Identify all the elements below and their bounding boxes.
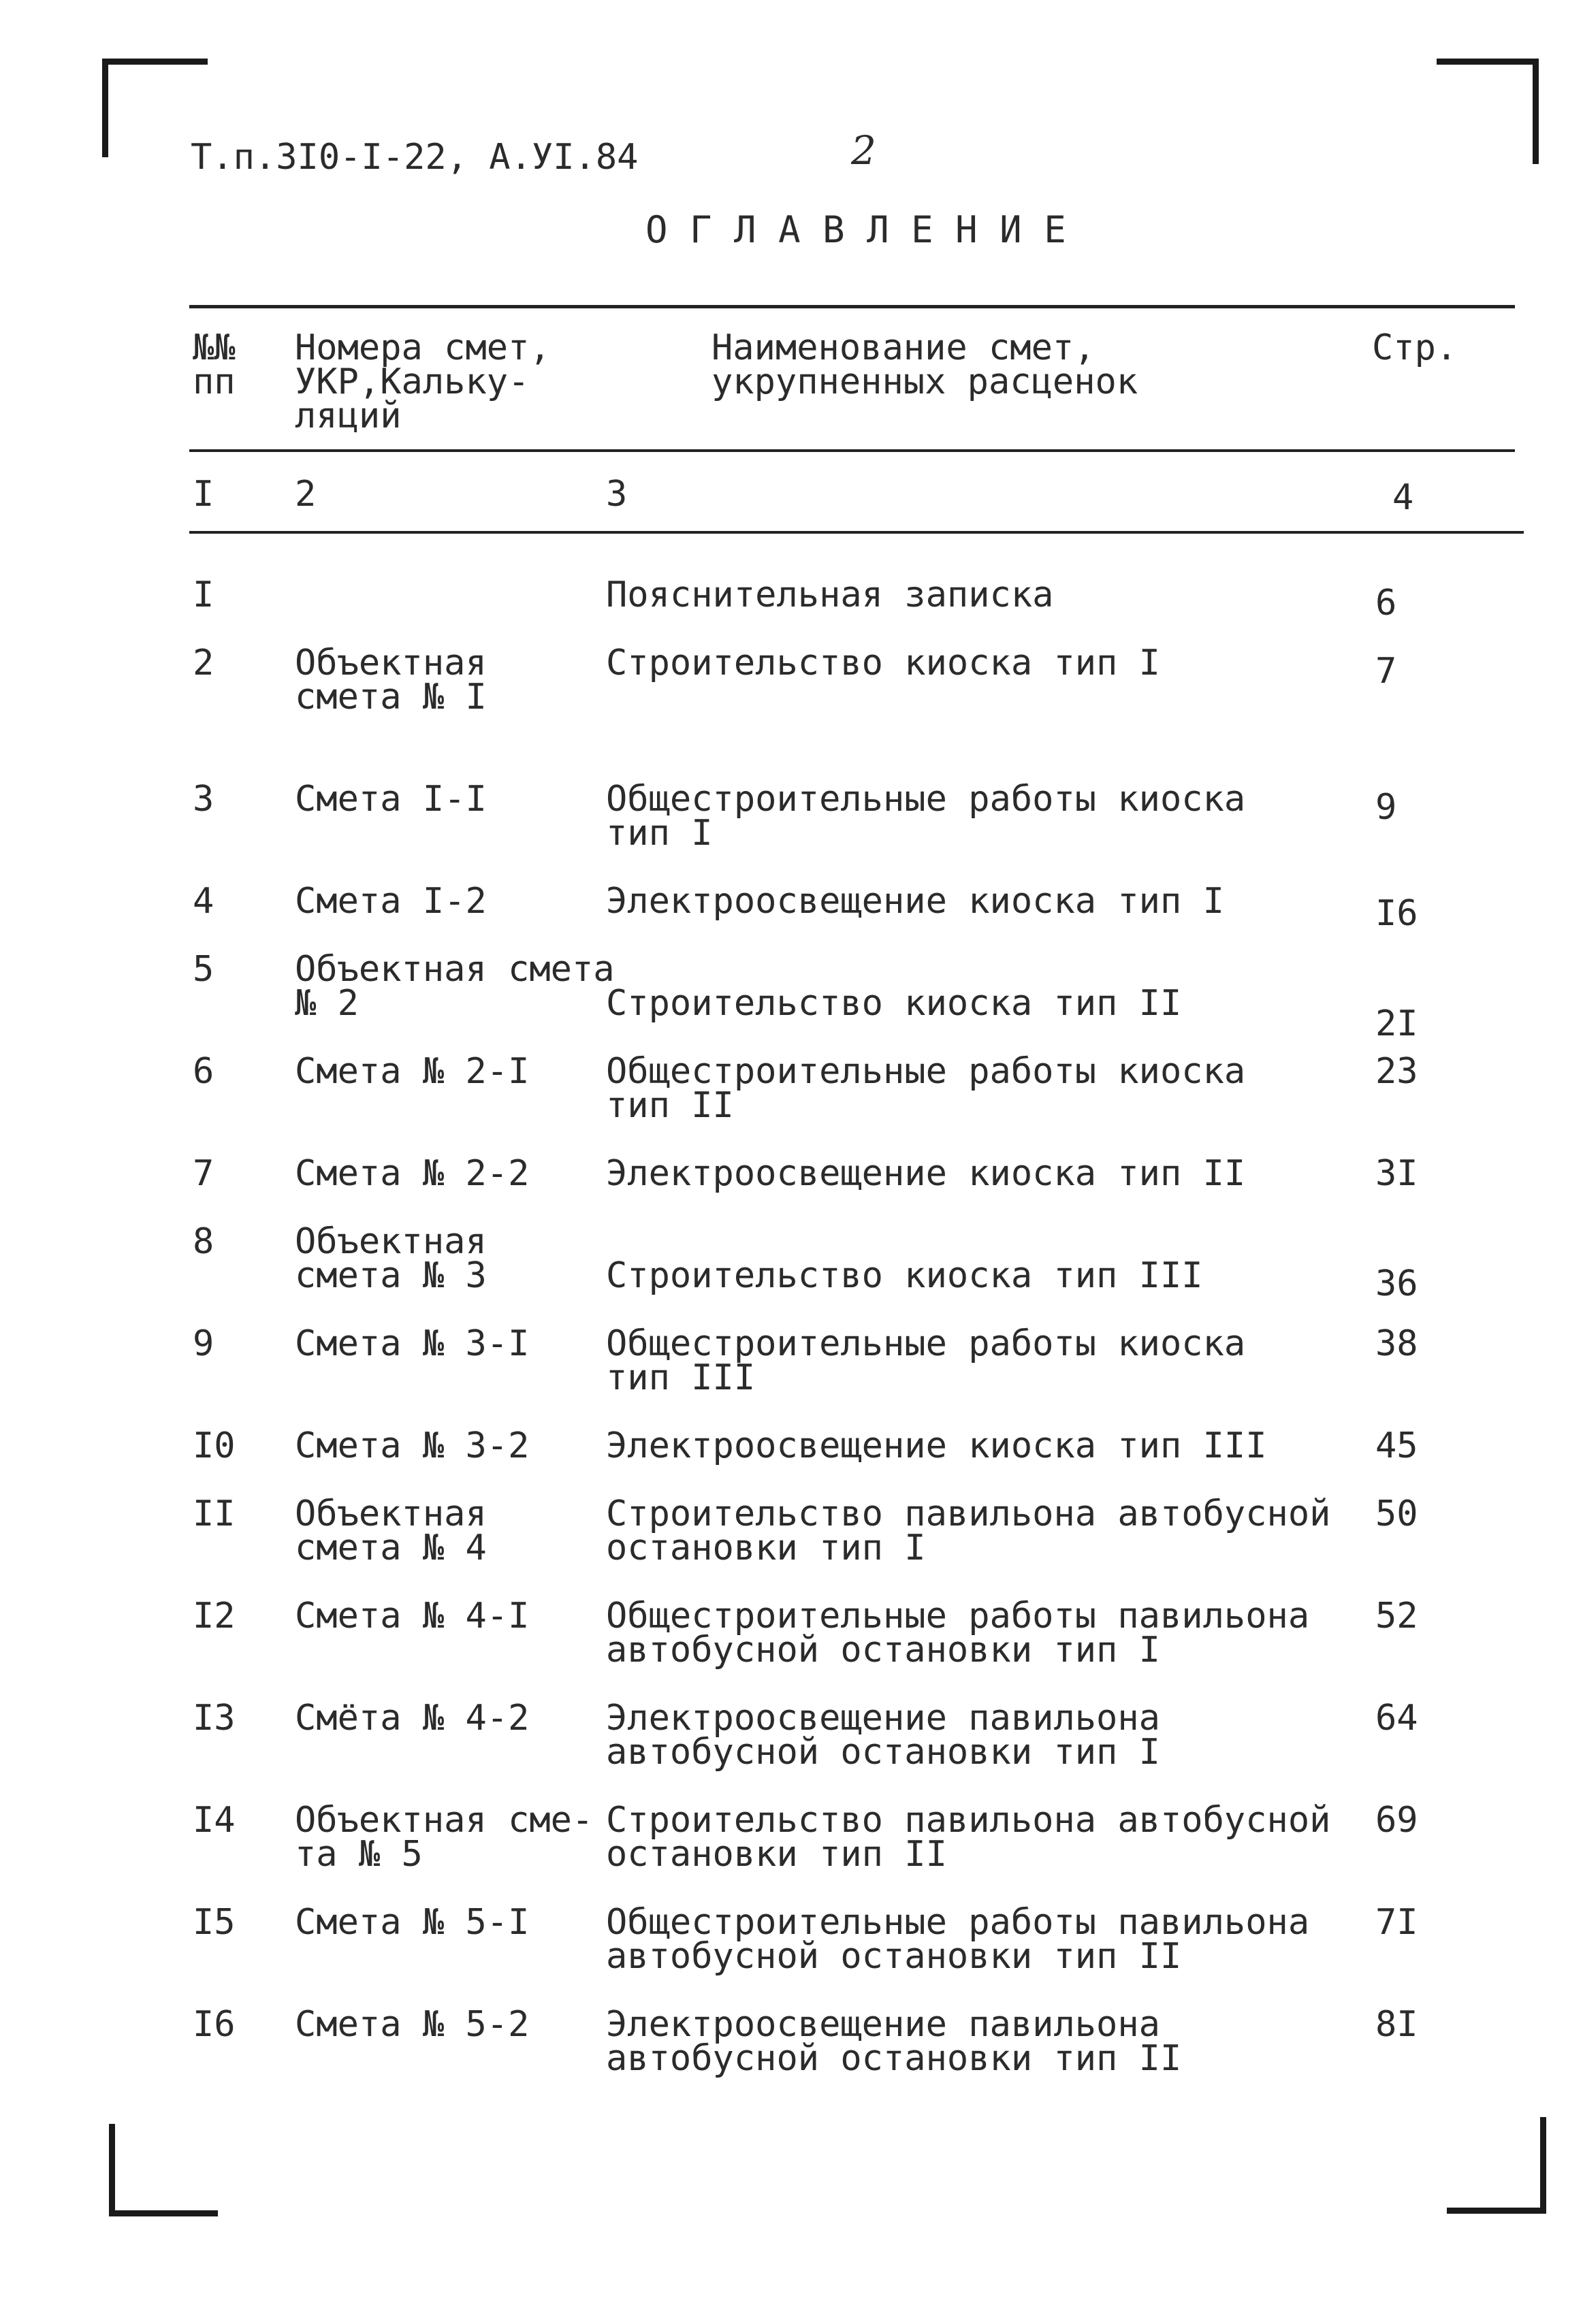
row-estimate-code: та № 5 [295,1834,423,1875]
row-number: I4 [193,1800,236,1841]
corner-mark-bottom-right-h [1447,2208,1546,2214]
row-estimate-name: остановки тип I [606,1528,926,1568]
row-estimate-code: № 2 [295,983,359,1024]
row-estimate-code: Смета I-2 [295,881,487,922]
row-estimate-code: Смета I-I [295,779,487,820]
row-page: 69 [1375,1800,1418,1841]
row-estimate-name: автобусной остановки тип I [606,1732,1160,1773]
page-number: 2 [851,127,876,174]
row-estimate-code: Смета № 2-2 [295,1153,530,1194]
row-estimate-name: Электроосвещение киоска тип II [606,1153,1246,1194]
corner-mark-top-left-v [102,59,108,157]
row-estimate-code: смета № 4 [295,1528,487,1568]
column-number-2: 2 [295,474,317,515]
column-number-3: 3 [606,474,628,515]
row-number: 6 [193,1051,214,1092]
row-estimate-name: Строительство павильона автобусной [606,1494,1331,1534]
row-estimate-code: Объектная смета [295,949,615,990]
corner-mark-top-left-h [102,59,208,65]
row-estimate-code: смета № I [295,677,487,717]
row-estimate-name: тип I [606,813,713,854]
page-title: О Г Л А В Л Е Н И Е [645,208,1066,251]
header-col2-line3: ляций [295,396,402,436]
row-estimate-name: Строительство павильона автобусной [606,1800,1331,1841]
row-page: 45 [1375,1425,1418,1466]
row-estimate-name: остановки тип II [606,1834,947,1875]
corner-mark-bottom-left-h [109,2210,218,2216]
row-page: 36 [1375,1263,1418,1304]
row-number: I6 [193,2004,236,2045]
row-number: 2 [193,643,214,683]
row-estimate-code: Смета № 2-I [295,1051,530,1092]
row-page: 2I [1375,1003,1418,1044]
row-estimate-name: автобусной остановки тип II [606,2038,1182,2079]
row-page: 23 [1375,1051,1418,1092]
row-number: I5 [193,1902,236,1943]
row-estimate-name: автобусной остановки тип II [606,1936,1182,1977]
row-estimate-code: Смета № 5-2 [295,2004,530,2045]
row-estimate-name: Пояснительная записка [606,575,1054,615]
row-estimate-name: Общестроительные работы киоска [606,1323,1246,1364]
corner-mark-top-right-v [1533,59,1539,164]
column-numbers-bottom-rule [189,531,1524,534]
row-estimate-name: тип II [606,1085,734,1126]
column-number-1: I [193,474,214,515]
row-page: 7I [1375,1902,1418,1943]
row-page: 50 [1375,1494,1418,1534]
row-page: 52 [1375,1596,1418,1636]
corner-mark-bottom-left-v [109,2124,115,2216]
corner-mark-top-right-h [1437,59,1539,65]
table-header-bottom-rule [189,449,1515,452]
header-col2-line2: УКР,Кальку- [295,361,530,402]
row-estimate-name: Строительство киоска тип III [606,1255,1203,1296]
row-number: I2 [193,1596,236,1636]
row-number: 3 [193,779,214,820]
row-estimate-code: Смета № 3-2 [295,1425,530,1466]
header-col3-line2: укрупненных расценок [711,361,1138,402]
row-estimate-name: Электроосвещение киоска тип I [606,881,1224,922]
row-number: II [193,1494,236,1534]
header-col1-line2: пп [193,361,236,402]
header-col1-line1: №№ [193,327,236,368]
corner-mark-bottom-right-v [1540,2117,1546,2214]
row-number: 8 [193,1221,214,1262]
row-estimate-code: Смёта № 4-2 [295,1698,530,1739]
row-estimate-code: Объектная [295,643,487,683]
row-number: I3 [193,1698,236,1739]
row-estimate-name: Общестроительные работы павильона [606,1596,1310,1636]
row-estimate-code: смета № 3 [295,1255,487,1296]
row-page: 38 [1375,1323,1418,1364]
row-estimate-code: Объектная сме- [295,1800,594,1841]
row-estimate-name: Общестроительные работы киоска [606,779,1246,820]
row-estimate-code: Смета № 5-I [295,1902,530,1943]
row-number: 4 [193,881,214,922]
row-estimate-name: Общестроительные работы павильона [606,1902,1310,1943]
row-estimate-name: Электроосвещение павильона [606,1698,1160,1739]
row-number: I [193,575,214,615]
row-estimate-name: Строительство киоска тип I [606,643,1160,683]
row-estimate-name: Электроосвещение киоска тип III [606,1425,1267,1466]
row-number: 5 [193,949,214,990]
document-code: Т.п.3I0-I-22, А.УI.84 [191,137,639,178]
row-number: 9 [193,1323,214,1364]
header-col4: Стр. [1372,327,1458,368]
row-number: I0 [193,1425,236,1466]
row-estimate-name: тип III [606,1357,756,1398]
row-estimate-name: Электроосвещение павильона [606,2004,1160,2045]
header-col2-line1: Номера смет, [295,327,551,368]
column-number-4: 4 [1392,477,1414,518]
row-page: 7 [1375,651,1397,692]
row-estimate-code: Объектная [295,1494,487,1534]
row-page: 8I [1375,2004,1418,2045]
table-top-rule [189,305,1515,308]
row-estimate-code: Объектная [295,1221,487,1262]
row-estimate-name: Общестроительные работы киоска [606,1051,1246,1092]
row-page: 3I [1375,1153,1418,1194]
row-estimate-name: автобусной остановки тип I [606,1630,1160,1671]
row-page: 64 [1375,1698,1418,1739]
row-estimate-code: Смета № 3-I [295,1323,530,1364]
row-page: 6 [1375,583,1397,624]
row-estimate-code: Смета № 4-I [295,1596,530,1636]
row-estimate-name: Строительство киоска тип II [606,983,1182,1024]
row-page: 9 [1375,787,1397,828]
header-col3-line1: Наименование смет, [711,327,1096,368]
row-number: 7 [193,1153,214,1194]
row-page: I6 [1375,893,1418,934]
